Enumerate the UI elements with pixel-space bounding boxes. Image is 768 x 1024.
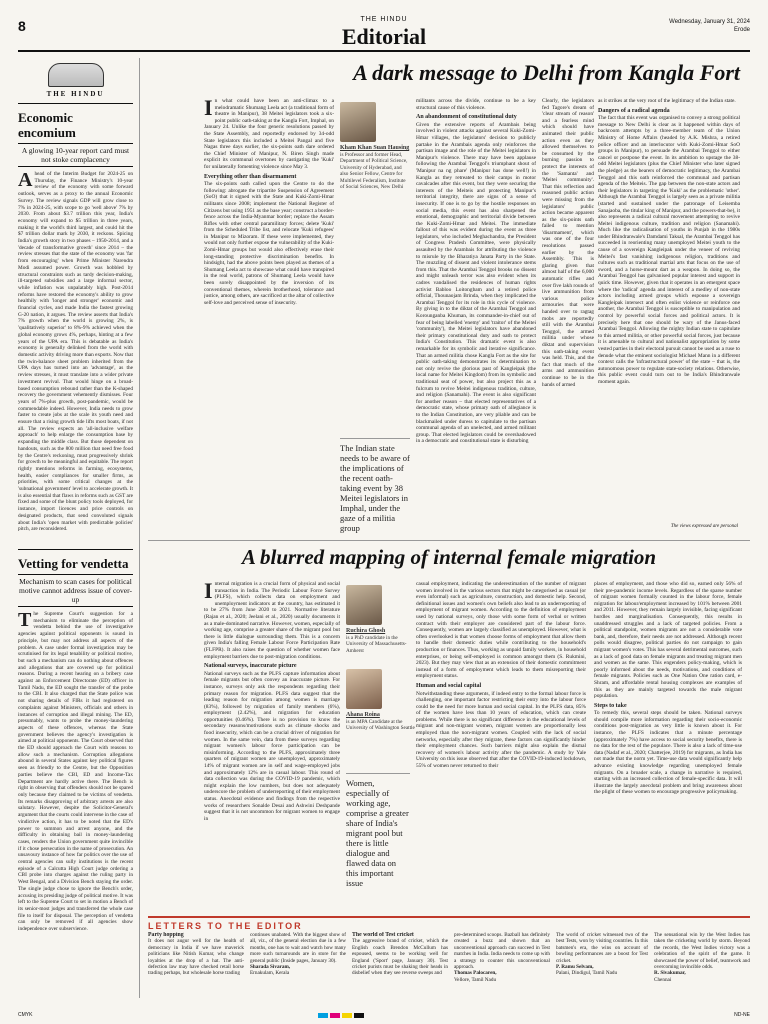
letter-item — [654, 932, 750, 1016]
cyan-swatch — [318, 1013, 328, 1018]
column-text: The six-points oath called upon the Centre to do the following: abrogate the tripartite Suspension of Agreement (SoO) that it signed with the State and Kuki-Zomi-Hmar militants since 2008; implement the National Register of Citizens but using 1951 as the base year; construct a border-fence across the India-Myanmar border; replace the Assam Rifles with other central paramilitary forces; delete 'Kuki' from the Scheduled Tribe list, and relocate 'Kuki refugees' in Manipur to Mizoram. If these were implemented, they would not only further expose the vulnerability of the Kuki-Zomi-Hmar groups but would also effectively erase their long-standing protective discrimination benefits. In hindsight, had the above points been played as themes of a Shumang Leela act to showcase what could have transpired in the real world, patrons of Shumang Leela would have been sorely disappointed by the inversion of its conventional themes, wherein brotherhood, tolerance and justice, among others, are sacrificed at the altar of collective self-love and perceived sense of insecurity. — [204, 181, 334, 306]
editorial-economic-encomium — [18, 110, 133, 543]
article-kangla-fort — [148, 58, 750, 534]
letter-item — [454, 932, 550, 1016]
newspaper-logo — [18, 58, 133, 104]
section-title: Editorial — [341, 24, 427, 49]
letter-heading: Party hopping — [148, 932, 184, 938]
editorial-deck: A glowing 10-year report card must not stoke complacency — [18, 143, 133, 167]
letter-signature: P. Ramu Selvam, — [556, 964, 594, 971]
pull-quote: Women, especially of working age, comprise a greater share of India's migrant pool but there is little dialogue and flawed data on this important issue — [346, 773, 410, 888]
black-swatch — [354, 1013, 364, 1018]
dropcap: A — [18, 171, 33, 191]
dropcap: T — [18, 611, 32, 631]
letter-item — [556, 932, 648, 1016]
author-name: Kham Khan Suan Hausing — [340, 145, 410, 151]
dropcap: I — [204, 581, 213, 603]
column-text: To remedy this, several steps should be taken. National surveys should compile more information regarding their socio-economic conditions post-migration as very little is known about it. For instance, the PLFS indicates that a minute percentage (approximately 7%) have access to social security benefits, there is no data for the rest of the populace. There is also a lack of time-use data (Nadaf et al., 2020; Chatterjee, 2019) for migrants, as India has not made that the norm yet. Time-use data would significantly help advance existing knowledge regarding unemployed female migrants. On a broader scale, a change in narrative is required, starting with an increased collection of female-specific data. It will illustrate the largely anecdotal problem and bring awareness about the plight of these women to encourage progressive policymaking. — [594, 710, 742, 796]
letter-signature: R. Sivakumar, — [654, 970, 686, 977]
letter-heading: The world of Test cricket — [352, 932, 414, 938]
article-column-3 — [594, 581, 742, 911]
column-text: National surveys such as the PLFS capture information about female migrants but often convey an inaccurate picture. For instance, surveys only ask the respondents regarding their primary reason for migration. PLFS data suggest that the leading reason for migration among women is marriage (83%), followed by migration of family members (6%), employment (2.42%), and migration for education opportunities (0.46%). There is no provision to know the secondary reasons/motivations such as climate shocks and food insecurity, which can be a crucial driver of migration for women. In the same vein, data from these surveys regarding migrant women's labour force participation can be misinforming. According to the PLFS, approximately three quarters of migrant women are unemployed, approximately 14% of migrant women are in self and wage-employed jobs and approximately 12% are in casual labour. This round of data collection was during the COVID-19 pandemic, which might explain the low numbers, but does not adequately underscore the problem of underreporting of their employment status. Anecdotal evidence and findings from the respective works of researchers Sonalde Desai and Ashwini Deshpande suggest that it is not uncommon for migrant women to engage in — [204, 670, 340, 822]
editorial-title: Economic encomium — [18, 110, 76, 140]
author-byline-1 — [346, 585, 416, 654]
subhead: Everything other than disarmament — [204, 173, 297, 180]
author-name: Ahana Roina — [346, 712, 380, 718]
logo-text: THE HINDU — [46, 90, 105, 98]
editorial-title: Vetting for vendetta — [18, 556, 129, 571]
magenta-swatch — [330, 1013, 340, 1018]
letter-place: Chennai — [654, 976, 672, 983]
letter-place: Palani, Dindigul, Tamil Nadu — [556, 970, 618, 977]
article-column-4 — [598, 98, 740, 528]
subhead: National surveys, inaccurate picture — [204, 663, 297, 670]
date: Wednesday, January 31, 2024 — [669, 19, 750, 25]
editorial-body — [18, 611, 133, 1009]
author-byline-2 — [346, 669, 416, 732]
article-column-3 — [416, 98, 536, 528]
editorial-text: he Supreme Court's suggestion for a mechanism to eliminate the perception of vendetta behind the use of investigative agencies against political opponents is sound in principle, but may not address all aspects of the problem. A case under formal investigation may be scrutinised for its legal tenability or political motive, but such a mechanism can do nothing about offences and allegations that are covered up for political reasons. During a recent hearing on a bribery case against an Enforcement Directorate (ED) officer in Tamil Nadu, the ED sought the transfer of the probe to the CBI. It also charged that the State police was not sharing details of FIRs it had registered on complaints against Ministers, officials and others in instances of corruption and illegal mining. The ED, presumably, wants to probe the money-laundering aspects of these offences, whereas the State government believes the agency's investigation is aimed at political opponents. The Court observed that the ED should approach the Court with reasons to allow such a mechanism. Corruption allegations abound in several States against key political figures seen as friendly to the Centre, but the Opposition parties believe the CBI, ED and Income-Tax Department are hardly active there. The Bench is right in observing that offenders should not be spared only because they claimed to be victims of vendetta. Its remarks disapproving of arbitrary arrests are also salutary. However, despite the Solicitor-General's argument that the courts could intervene in the case of vindictive action, it has to be noted that the ED's power to summon and arrest anyone, and the difficulty in obtaining bail in money-laundering cases, renders the Union government quite invincible if it chose persecution in the name of prosecution. An unsavoury instance of how far politics over the use of central agencies can sully institutions is the recent episode of a Calcutta High Court judge ordering a CBI probe into charges against the ruling party in West Bengal, and a Division Bench staying the order. The single judge chose to ignore the Bench's order, accusing its presiding judge of political motive. It was left to the Supreme Court to set in motion a Bench of its senior-most judges and transferred the whole case file to itself for disposal. The perception of vendetta can only be removed if all agencies show independence over subservience. — [18, 611, 133, 933]
editorial-body — [18, 171, 133, 543]
author-photo — [340, 102, 376, 142]
column-text: n what could have been an anti-climax to a melodramatic Shumang Leela act (a traditional form of theatre in Manipur), 38 Meitei legislators took a six-point public oath-taking at the Kangla Fort, Imphal, on January 24. Unlike the four generic resolutions passed by the State Assembly, and reportedly endorsed by 34-odd State legislators this included a Meitei Pangal and five Nagas three days earlier, the six-points oath dare ordered the Chief Minister of Manipur, N. Biren Singh made explicit its communal overtones by castigating the 'Kuki' for unilaterally fomenting violence since May 3. — [204, 98, 334, 170]
letter-place: Ernakulam, Kerala — [250, 970, 290, 977]
column-text: places of employment, and those who did so, earned only 56% of their pre-pandemic income levels. Regardless of the sparse number of migrant women formally counted in the labour force, female migration for labour/employment increased by 101% between 2001 and 2011. However, they remain largely invisible, facing significant hurdles and marginalisation. Consequently, this results in unaddressed struggles and a lack of targeted policies. From a political standpoint, women migrants are not a considerable vote bank, and, therefore, their needs are not addressed. Although recent polls would disagree, political parties do not campaign to gain migrant women's votes. This has several detrimental outcomes, such as a lack of good data on female migrants and treating migrant men and women as the same. This engenders policy-making, which is poorly informed about the needs, motivations, and conditions of female migrants. Policies such as One Nation One ration card, e-Shram, and affordable rental housing complexes are examples of this as they are mainly targeted towards the male migrant population. — [594, 581, 742, 700]
article-column-1 — [204, 98, 334, 528]
letter-body: pre-determined scoops. Bazball has definitely created a buzz and shown that an unconventional approach can succeed in Test matches in India. India needs to come up with a strategy to counter this unconventional approach. — [454, 932, 550, 971]
editorial-vetting-for-vendetta — [18, 549, 133, 1009]
cmyk-mark: CMYK — [18, 1012, 33, 1018]
letter-signature: Sharada Sivaram, — [250, 964, 291, 971]
letter-body: The world of cricket witnessed two of the best Tests, won by visiting countries. In this batsmen's era, the wins on account of bowling performances are a boost for Test cricket. — [556, 932, 648, 964]
column-text: The fact that this event was organised to convey a strong political message to New Delhi is clear as it happened within days of backroom attempts by a three-member team of the Union Ministry of Home Affairs (headed by A.K. Mishra, a retired police officer and an interlocutor with Kuki-Zomi-Hmar SoO groups in Manipur), to persuade the Arambai Tenggol to either cancel or postpone the event. In its ambition to upstage the 38-odd Meitei legislators (plus the Chief Minister who later signed the pledge) as the bearers of democratic legitimacy, the Arambai Tenggol and this oath reinforced the communal and partisan agenda of the Meiteis. The gap between the non-state actors and their legislators in targeting the 'Kuki' as the problematic 'other'. Although the Arambai Tenggol is largely seen as a private militia (started and sustained under the patronage of Leisemba Sanajaoba, the titular king of Manipur, and the powers-that-be), it also represents a radical cultural movement attempting to revive Meitei indigenous culture, tradition and religion (Sanamahi). Much like the radicalisation of youths in Punjab in the 1980s under Bhindranwale's Damdami Taksal, the Arambai Tenggol has succeeded in reorienting many unemployed Meitei youth to the cause of a sovereign Kangleipak under the veneer of reviving Meitei's fast vanishing indigenous religion, traditions and cultures such as traditional martial arts that focus on the use of sword, and a horse-mount dart as a weapon. In doing so, the Arambai Tenggol has galvanised popular interest and support in quick time. However, given that it operates in an emergent space where the 'radical' agenda and interest of a medley of non-state actors including armed groups which espouse a sovereign Kangleipak intersect and often enlist violence or reinforce one another, the Arambai Tenggol is susceptible to manipulation and control by powerful social forces and political actors. It is precisely here that one should be wary of the Janus-faced Arambai Tenggol. Allowing the mighty Indian state to capitulate to this armed militia, or other powerful social forces, just because it is amenable to cultural and nationalist appropriation by some vested parties in their electoral pursuit cannot be used as a ruse to denude what the eminent sociologist Michael Mann in a different context calls the 'infrastructural power' of the state – that is, the autonomous power to regulate state-society relations. Otherwise, this public event could turn out to be India's Bhindranwale moment again. — [598, 115, 740, 385]
masthead — [18, 14, 750, 52]
article-column-2 — [416, 581, 586, 911]
dropcap: I — [204, 98, 213, 120]
editorial-column — [18, 58, 140, 998]
column-text: nternal migration is a crucial form of physical and social transaction in India. The Periodic Labour Force Survey (PLFS), which collects data on employment and unemployment indicators at the country, has estimated it to be 27% from June 2020 to 2021. Normative literature (Rajan et al., 2020; Jeelani et al., 2020) usually documents it as a male-dominated narrative. However, women, especially of working age, comprise a greater share of the migrant pool but there is little dialogue surrounding them. This is a concern given India's falling Female Labour Force Participation Rate (FLFPR). It also raises the question of whether women face employment barriers due to post-migration conditions. — [204, 581, 340, 660]
letter-body: It does not augur well for the health of democracy in India if we have maverick politicians like Nitish Kumar, who change loyalties at the drop of a hat. The anti-defection law may have checked retail horse trading perhaps, but wholesale horse trading — [148, 938, 244, 977]
article-column-2a — [340, 226, 410, 426]
color-registration-bar — [318, 1013, 364, 1018]
author-name: Ruchira Ghosh — [346, 628, 386, 634]
letter-body: continues unabated. With the biggest show of all, viz., of the general election due in a few months, one has to wait and watch how many more such turnarounds are in store for the general public (Inside pages, January 30). — [250, 932, 346, 964]
letter-item — [148, 932, 244, 1016]
author-photo — [346, 585, 382, 625]
pull-quote: The Indian state needs to be aware of the implications of the recent oath-taking event by 38 Meitei legislators in Imphal, under the gaze of a militia group — [340, 438, 410, 533]
column-text: casual employment, indicating the underestimation of the number of migrant women involved in the various sectors that might be categorised as casual (or even informal) such as agriculture, construction, and domestic help. Second, definitional issues and women's own beliefs also lead to an underreporting of employment of migrant women. According to the definition of employment used by national surveys, only those with some form of verbal or written contract with their employer are considered part of the labour force. Consequently, women are largely classified as unemployed. However, what is often overlooked is that women choose forms of employment that allow them to handle their domestic duties while contributing to the household's production or finances. Thus, working as unpaid family workers, in household enterprises, or being self-employed is common amongst them (S. Rukmini, 2023). But they may view that as an extension of their domestic commitment instead of a form of employment which leads to them misreporting their employment status. — [416, 581, 586, 680]
letter-signature: Thomas Palocaren, — [454, 970, 497, 977]
edition-code: ND-NE — [734, 1012, 750, 1018]
article-female-migration — [148, 540, 750, 912]
column-text: Notwithstanding these arguments, if indeed entry to the formal labour force is challenging, one important factor restricting their entry into the labour force could be the need for more human and social capital. In the PLFS data, 85% of the women have less than 10 years of education, which can create problems. While there is no significant difference in the educational levels of migrant and non-migrant women, migrant women are proportionally less employed than the non-migrant women. Coupled with the lack of social networks, especially after they migrate, these factors can significantly hinder their employment chances. Such barriers might also explain the dismal recovery of women's labour activity after the pandemic. A study by Yale University on this issue observed that after the COVID-19-induced lockdown, 55% of women never returned to their — [416, 690, 586, 770]
dateline — [669, 18, 750, 34]
editorial-deck: Mechanism to scan cases for political motive cannot address issue of cover-up — [18, 574, 133, 607]
subhead: An abandonment of constitutional duty — [416, 114, 517, 121]
column-text: militants across the divide, continue to be a key structural cause of this violence. — [416, 98, 536, 111]
letter-body: The aggressive brand of cricket, which the English coach Brendon McCullum has espoused, seems to be working well for England ('Sport' page, January 30). Test cricket purists must be shaking their heads in disbelief when they see reverse sweeps and — [352, 938, 448, 977]
author-byline — [340, 102, 410, 191]
subhead: Human and social capital — [416, 682, 482, 689]
page-number: 8 — [18, 18, 26, 34]
letters-to-the-editor — [148, 916, 750, 1016]
editorial-text: head of the Interim Budget for 2024-25 on Thursday, the Finance Ministry's 10-year review of the economy with some forward outlook, serves as a proxy to the annual Economic Survey. The review signals GDP will grow close to 7% in 2024-25, with scope to go 'well above' 7% by 2030. From about $3.7 trillion this year, India's economy will expand to $5 trillion in three years, making it the world's third largest, and could hit the $7 trillion dollar mark by 2030, it reckons. Spicing India's growth story in two phases – 1950-2014, and a 'decade of transformative growth' since 2014 – the review stresses that the state of the economy was 'far from encouraging' when Prime Minister Narendra Modi assumed power. Growth was hobbled by structural constraints such as tardy decision-making, ill-targeted subsidies and a large informal sector, while inflation was unpalatably high. Post-2014 reforms have restored the economy's ability to grow healthily with 'longer and stronger' economic and financial cycles, and made India the fastest growing G-20 nation, it argues. The review asserts that India's 7% growth when the world is growing 2%, is 'qualitatively superior' to 8%-9% achieved when the global economy grows 4%, perhaps, hinting at a few years of the UPA era. This is debatable as India's economy is generally delinked from the world with domestic activity driving more than exports. Now that the twin-balance sheet problem inherited from the UPA days has turned into an 'advantage', as the review stresses, it must translate into a wider private investment revival. That would hinge on a broad-based consumption rebound rather than the K-shaped recovery the government vehemently dismisses. Four years of 7%-plus growth, post-pandemic, would be commendable indeed. However, India needs to grow faster to create jobs at the scale its youth need and ensure that a rising growth tide lifts most boats, if not all. The review expects an 'all-inclusive welfare approach' to help enlarge the consumption base by expanding the middle class. But those dependent on handouts, such as the 800 million that need free food by the Centre's reckoning, must progressively shrink for growth to be meaningful and equitable. The report rightly mentions reforms in farming, ecosystems, health, easier compliances for smaller firms, as priorities, with some critical changes at the 'subnational government' level to accelerate growth. It is also essential that flaws in reforms such as GST are fixed and some of the blunt policy tools deployed, for instance, import licences and price controls on designated products, that send convoluted signals about India's 'open market with predictable policies' pitch, are reconsidered. — [18, 171, 133, 533]
author-photo — [346, 669, 382, 709]
brand-name: THE HINDU — [360, 16, 408, 23]
article-column-2 — [542, 98, 594, 528]
column-text: Given the extensive reports of Arambais being involved in violent attacks against several Kuki-Zomi-Hmar villages, the legislators' decision to publicly partake in the Arambais agenda only reinforces the partisan image and the role of the Meitei legislators in Manipur's violence. There may have been applause following the Arambai Tenggol's triumphant shout of 'Manipur na ng phare' (Manipur has done well!) in Kangla as they retreated to their camps in motor cavalcades after this event, but they were securing the interests of the Meiteis and protecting Manipur's territorial integrity, there are signs of a sense of insecurity. If one is to go by the hostile responses on social media, this event has also sharpened the emotional, demographic and territorial divide between the Kuki-Zomi-Hmar and Meitei. The immediate fallout of this was evident during the event as three legislators, who included Meghachandra, the President of Congress Pradesh Committee, were physically assaulted by the Arambais for attributing the violence to misrule by the Bharatiya Janata Party in the State. The muzzling of dissent and violent intolerance stems from this. That the Arambai Tenggol brooks no dissent and might unleash terror was also evident when its cadres vandalised the residences of human rights activist Babloo Loitongbam and a retired police official, Thounaojam Brinda, when they implicated the Arambai Tenggol for its role in this cycle of violence. By giving in to the diktat of the Arambai Tenggol and Korounganba Khuman, its commander-in-chief out of fear of being labelled 'enemy' and 'traitor' of the Meitei 'community'), the Meitei legislators have abandoned their primary constitutional duty and oath to protect India's Constitution. This dramatic event is also remarkable for its symbolic and iterative significance. That an armed militia chose Kangla Fort as the site for public oath-taking demonstrates its determination to not only revive the glorious past of Kangleipak (the local name for Meitei Kingdom) from its symbolic and traditional seat of power, but also project this as a fulcrum to revive Meitei indigenous tradition, culture, and religion (Sanamahi). The event is also significant for another reason – that elected representatives of a democratic state, whose primary oath of allegiance is to the Indian Constitution, are very pliable and can be blackmailed under duress to capitulate to the partisan communal agenda of an unelected, and armed militant group. That elected legislators could be overshadowed in a democratic and constitutional state is disturbing — [416, 121, 536, 445]
yellow-swatch — [342, 1013, 352, 1018]
edition: Erode — [733, 27, 750, 33]
letter-place: Vellore, Tamil Nadu — [454, 976, 497, 983]
article-headline: A dark message to Delhi from Kangla Fort — [353, 60, 740, 85]
column-text: Clearly, the legislators fed Tagore's dream of 'clear stream of reason' and a fearless mind which should have animated their public action even as they allowed themselves to be consumed by the burning passion to protect the interests of the 'Samanta' and 'Meitei community'. That this reflection and reasoned public action were missing from the legislators' public action became apparent as the six-points oath failed to mention 'disarmament', which was one of the four resolutions passed earlier by the Assembly. This is glaring given that almost half of the 6,000 automatic rifles and over five lakh rounds of live ammunition from various police armouries that were handed over to ragtag mobs are reportedly still with the Arambai Tenggol, the armed militia under whose diktat and supervision this oath-taking event was held. This, and the fact that much of the arms and ammunition continue to be in the hands of armed — [542, 98, 594, 388]
author-bio: is Professor and former Head, Department of Political Science, University of Hyderabad, and also Senior Fellow, Centre for Multilevel Federalism, Institute of Social Sciences, New Delhi — [340, 151, 408, 190]
column-text: as it strikes at the very root of the legitimacy of the Indian state. — [598, 98, 736, 104]
article-column-1 — [204, 581, 340, 911]
subhead: Steps to take — [594, 702, 627, 709]
article-headline: A blurred mapping of internal female migration — [241, 545, 657, 569]
letter-body: The sensational win by the West Indies has taken the cricketing world by storm. Beyond the records, the West Indies victory was a celebration of the spirit of the game. It showcased the power of belief, teamwork and overcoming invincible odds. — [654, 932, 750, 971]
print-footer — [18, 1012, 750, 1020]
subhead: Dangers of a radical agenda — [598, 107, 670, 114]
opinion-credit: The views expressed are personal — [670, 524, 738, 529]
letter-item — [352, 932, 448, 1016]
letters-title: LETTERS TO THE EDITOR — [148, 921, 303, 931]
letter-item — [250, 932, 346, 1016]
author-bio: is an MPA Candidate at the University of Washington Seattle — [346, 718, 415, 731]
emblem-icon — [48, 63, 104, 87]
author-bio: is a PhD candidate in the University of Massachusetts-Amherst — [346, 634, 407, 654]
